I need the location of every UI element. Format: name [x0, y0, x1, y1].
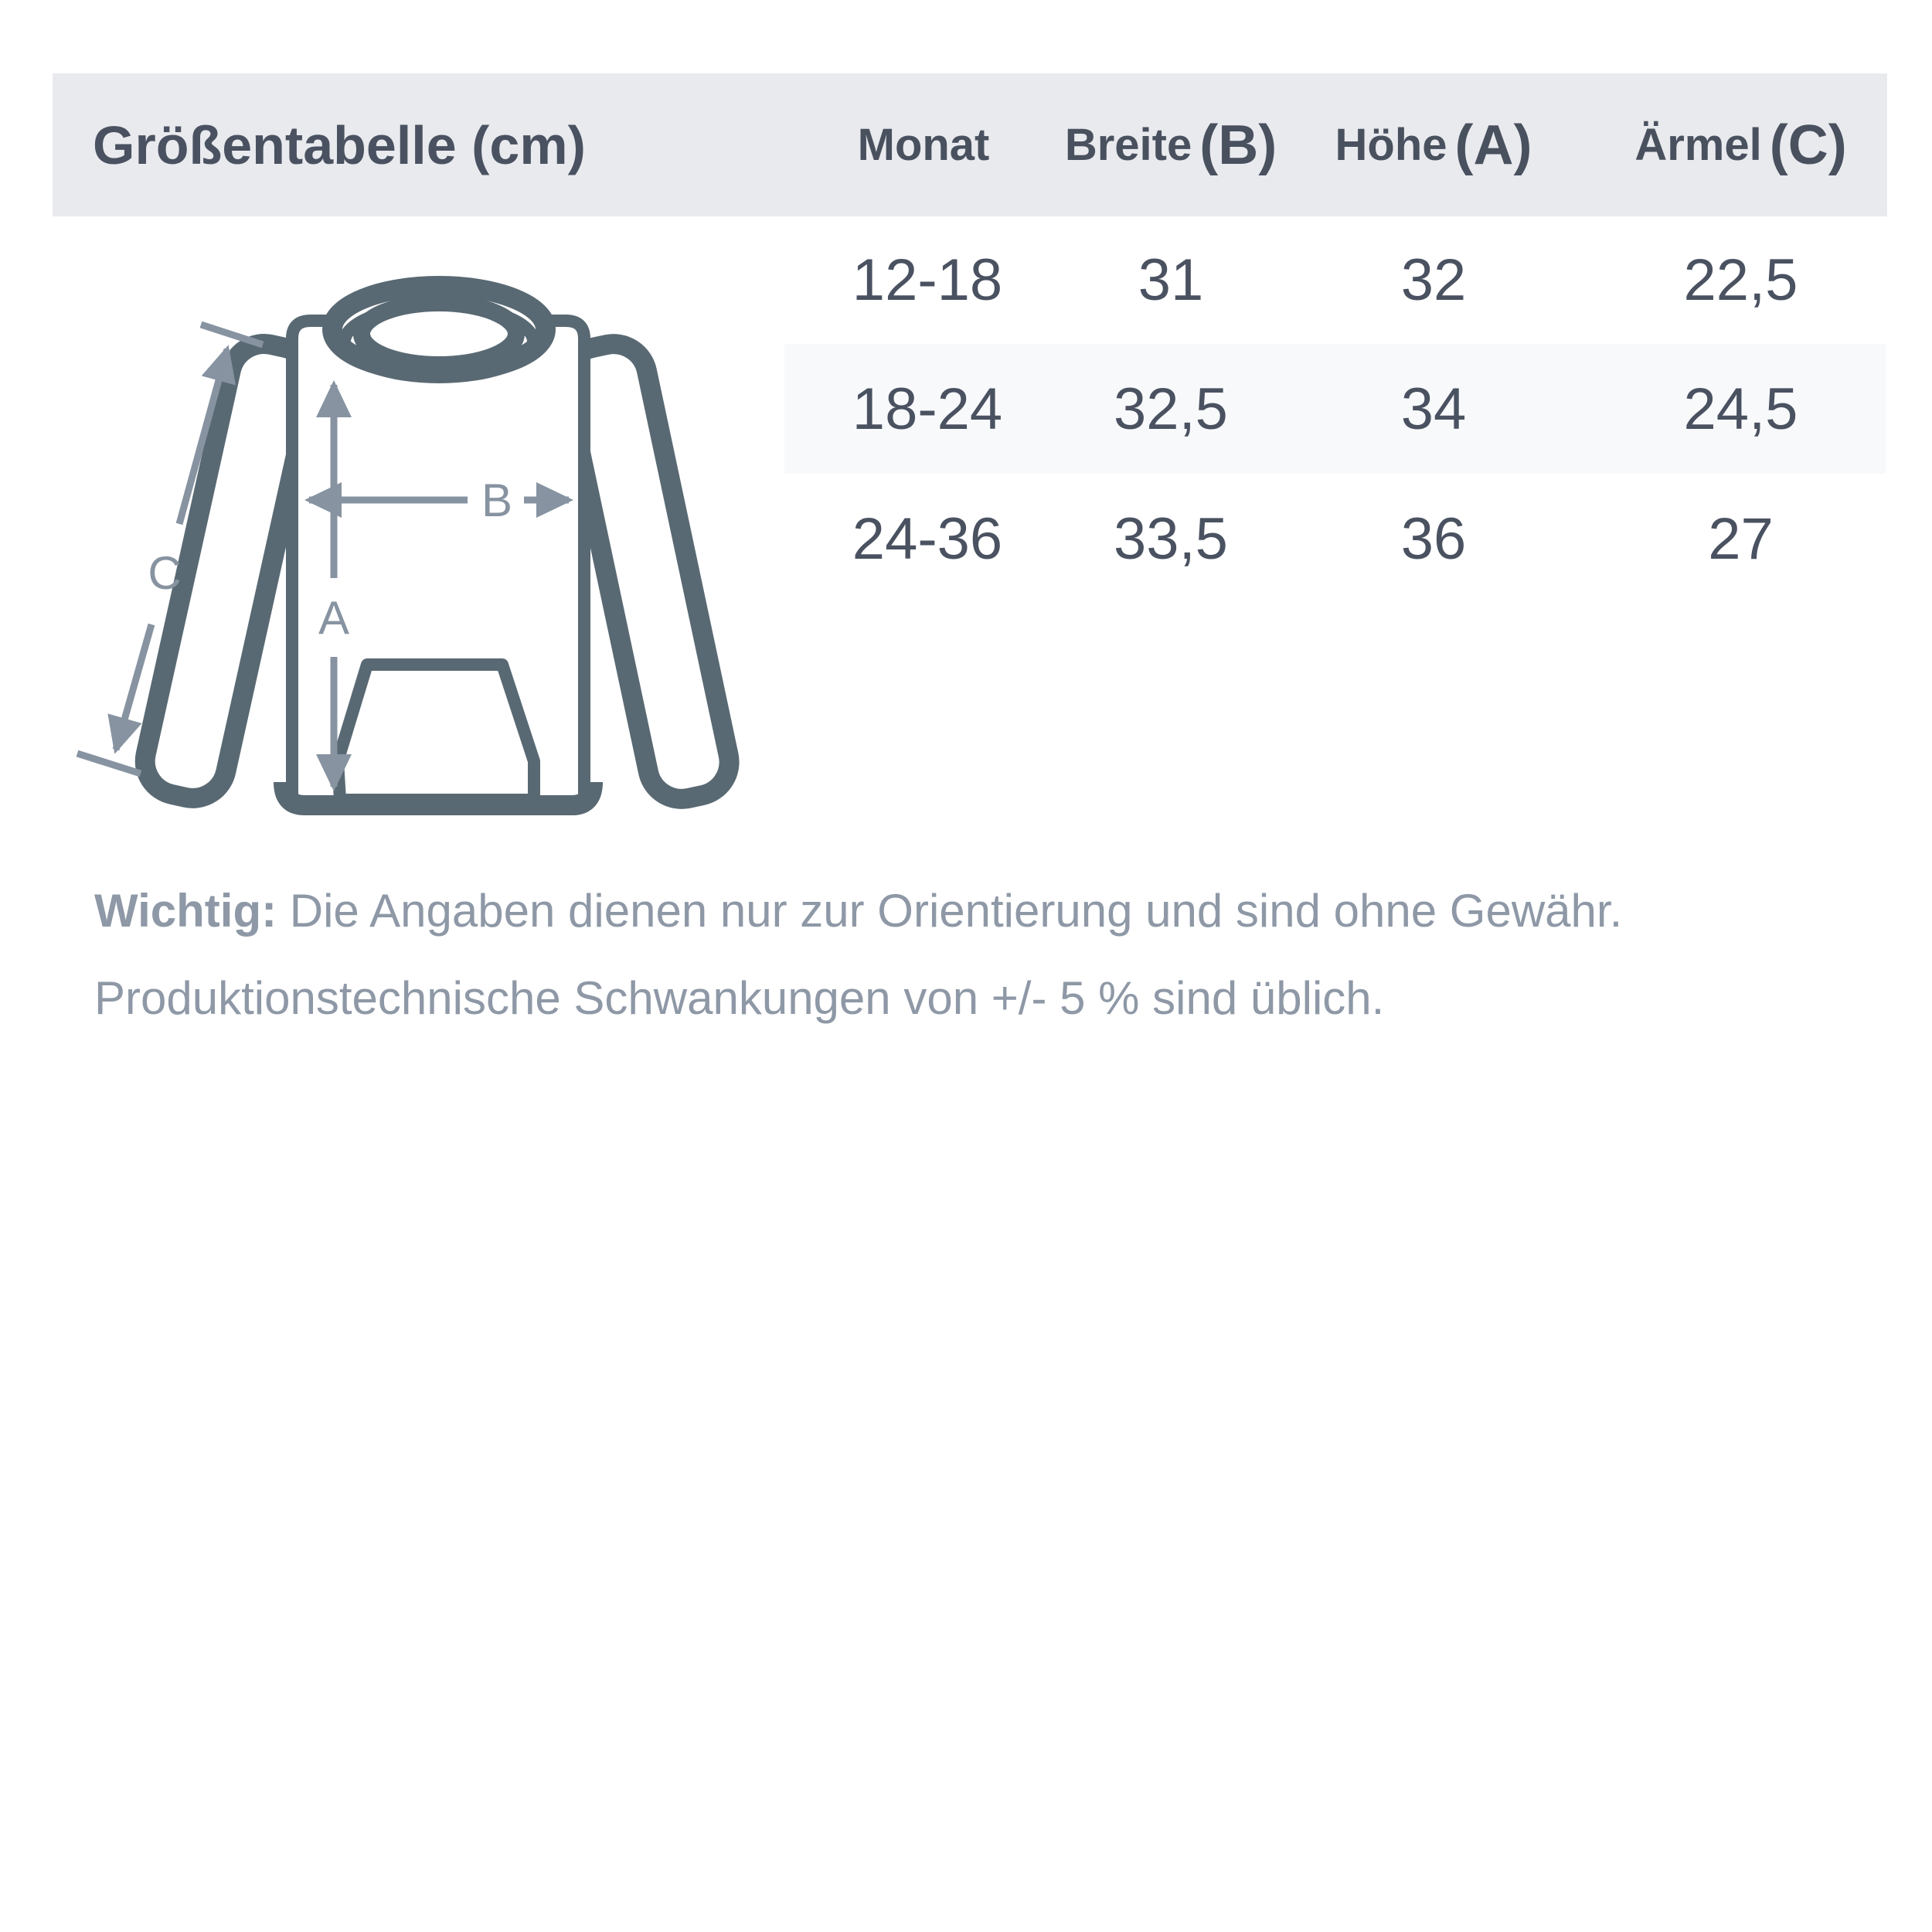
hoodie-hood: [332, 286, 546, 377]
cell-breite: 33,5: [1114, 505, 1228, 572]
measure-label-B: B: [481, 474, 513, 526]
column-header-label: Breite: [1064, 120, 1192, 170]
column-header-code: (A): [1454, 114, 1532, 176]
cell-monat: 24-36: [852, 505, 1003, 572]
measure-label-A: A: [318, 592, 350, 644]
column-header-aermel: [1596, 73, 1886, 216]
disclaimer-text: Die Angaben dienen nur zur Orientierung und sind ohne Gewähr.: [277, 885, 1623, 937]
column-header-label: Monat: [857, 120, 990, 170]
column-header-label: Höhe: [1335, 120, 1447, 170]
column-header-code: (C): [1769, 114, 1847, 176]
table-row: [784, 474, 1886, 604]
column-header-breite: [1064, 73, 1277, 216]
table-row: [784, 216, 1886, 344]
disclaimer-line-2: Produktionstechnische Schwankungen von +/- 5 % sind üblich.: [94, 972, 1385, 1024]
table-row: [784, 344, 1886, 474]
table-header-row: [784, 73, 1886, 216]
cell-aermel: 24,5: [1683, 376, 1798, 442]
column-header-label: Ärmel: [1634, 120, 1762, 170]
column-header-code: (B): [1199, 114, 1277, 176]
disclaimer-line-1: [94, 867, 1895, 954]
cell-hoehe: 32: [1400, 247, 1467, 313]
measure-label-C: C: [148, 547, 182, 599]
cell-hoehe: 34: [1400, 376, 1467, 442]
cell-breite: 31: [1138, 247, 1204, 313]
cell-aermel: 27: [1708, 505, 1774, 572]
cell-monat: 18-24: [852, 376, 1003, 442]
hoodie-pocket: [338, 665, 534, 800]
cell-monat: 12-18: [852, 247, 1003, 313]
column-header-monat: [784, 73, 1070, 216]
page-title: Größentabelle (cm): [93, 114, 586, 175]
disclaimer-note: [94, 867, 1895, 1042]
column-header-hoehe: [1271, 73, 1596, 216]
cell-aermel: 22,5: [1683, 247, 1798, 313]
hoodie-measurement-diagram: [46, 255, 781, 850]
disclaimer-bold: Wichtig:: [94, 885, 277, 937]
cell-hoehe: 36: [1400, 505, 1467, 572]
cell-breite: 32,5: [1114, 376, 1228, 442]
